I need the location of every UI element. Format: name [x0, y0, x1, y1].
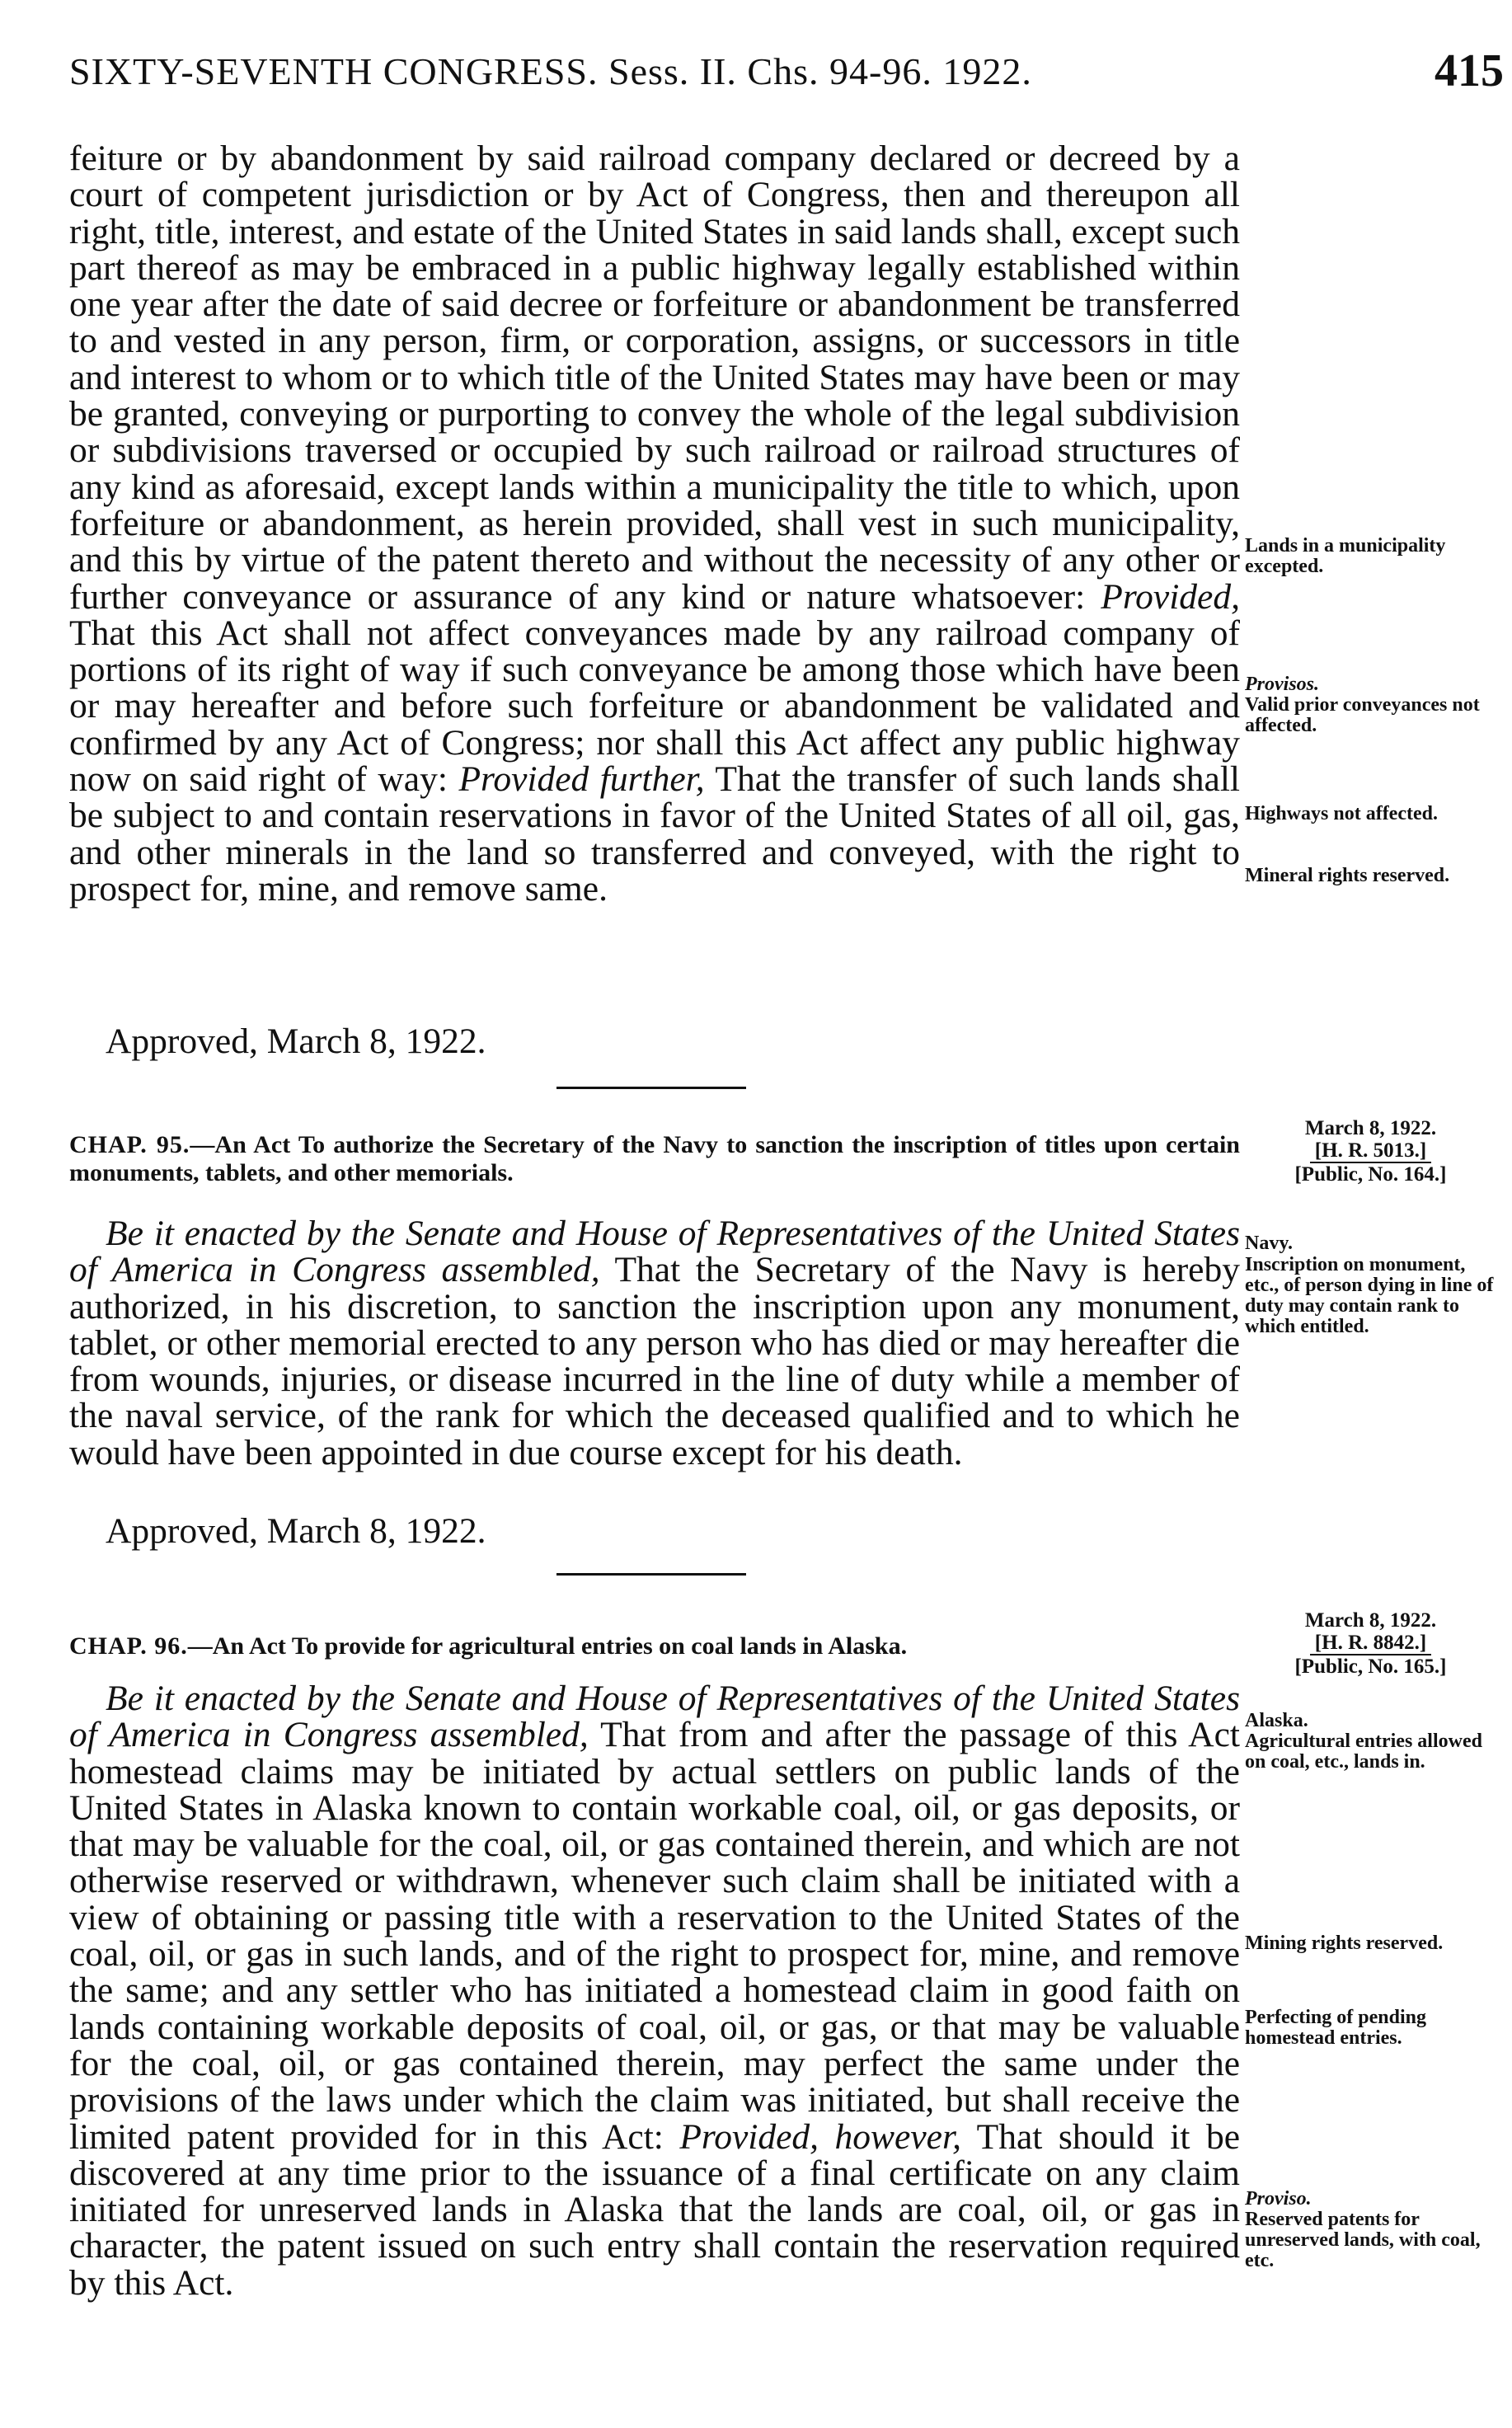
margin-note-conveyances: Valid prior conveyances not affected. [1245, 694, 1480, 736]
ch96-public: [Public, No. 165.] [1294, 1655, 1447, 1678]
ch95-body-text: That the Secretary of the Navy is hereby authorized, in his discretion, to sanction the inscription upon any monument, tablet, or other memorial erected to any person who has died or may hereafter die from wounds, injuries, or disease incurred in the line of duty while a member of the naval service, of the rank for which the deceased qualified and to which he would have been appointed in due course except for his death. [69, 1250, 1240, 1472]
ch94-text [69, 140, 1240, 907]
ch96-hr: [H. R. 8842.] [1310, 1632, 1431, 1655]
ch96-heading [69, 1632, 1240, 1660]
ch96-note-mining: Mining rights reserved. [1245, 1933, 1444, 1954]
ch96-date: March 8, 1922. [1304, 1609, 1437, 1632]
ch96-note-proviso-head [1245, 2189, 1500, 2210]
ch95-note-head: Navy. [1245, 1233, 1294, 1254]
ch96-enacting-clause: Be it enacted by the Senate and House of Representatives of the United States of America in Congress assembled, [69, 1679, 1240, 1755]
ch96-heading-text: —An Act To provide for agricultural entries on coal lands in Alaska. [187, 1632, 908, 1660]
margin-note-highways: Highways not affected. [1245, 803, 1438, 824]
ch94-text-part3: That the transfer of such lands shall be subject to and contain reservations in favor of the United States of all oil, gas, and other minerals in the land so transferred and conveyed, with the right to prospect for, mine, and remove same. [69, 759, 1241, 909]
margin-note-municipality: Lands in a municipality excepted. [1245, 535, 1446, 577]
ch95-approved: Approved, March 8, 1922. [106, 1511, 486, 1551]
ch96-chap-label: CHAP. 96. [69, 1632, 188, 1660]
ch96-note-perfecting: Perfecting of pending homestead entries. [1245, 2007, 1426, 2049]
ch95-public: [Public, No. 164.] [1294, 1163, 1447, 1186]
ch96-body-text-2: That should it be discovered at any time prior to the issuance of a final certificate on any claim initiated for unreserved lands in Alaska that the lands are coal, oil, or gas in character, the patent issued on such entry shall contain the reservation required by this Act. [69, 2116, 1240, 2303]
ch94-text-part2: That this Act shall not affect conveyances made by any railroad company of portions of its right of way if such conveyance be among those which have been or may hereafter and before such forfeiture or abandonment be validated and confirmed by any Act of Congress; nor shall this Act affect any public highway now on said right of way: [69, 613, 1240, 800]
ch95-text [69, 1215, 1240, 1471]
ch96-body-text: That from and after the passage of this Act homestead claims may be initiated by actual settlers on public lands of the United States in Alaska known to contain workable coal, oil, or gas deposits, or that may be valuable for the coal, oil, or gas contained therein, and which are not otherwise reserved or withdrawn, whenever such claim shall be initiated with a view of obtaining or passing title with a reservation to the United States of the coal, oil, or gas in such lands, and of the right to prospect for, mine, and remove the same; and any settler who has initiated a homestead claim in good faith on lands containing workable deposits of coal, oil, or gas, or that may be valuable for the coal, oil, or gas contained therein, may perfect the same under the provisions of the laws under which the claim was initiated, but shall receive the limited patent provided for in this Act: [69, 1715, 1240, 2157]
ch95-heading-text: —An Act To authorize the Secretary of the Navy to sanction the inscription of titles upon certain monuments, tablets, and other memorials. [69, 1131, 1240, 1186]
ch96-text [69, 1680, 1240, 2301]
margin-note-mineral: Mineral rights reserved. [1245, 865, 1450, 886]
running-header [69, 45, 1504, 107]
ch95-paragraph [69, 1215, 1240, 1471]
ch94-proviso2: Provided further, [458, 759, 705, 800]
ch95-heading [69, 1131, 1240, 1187]
ch96-proviso: Provided, however, [679, 2116, 961, 2157]
ch95-note: Inscription on monument, etc., of person dying in line of duty may contain rank to which entitled. [1245, 1254, 1494, 1337]
ch95-date: March 8, 1922. [1304, 1117, 1437, 1139]
ch95-enacting-clause: Be it enacted by the Senate and House of Representatives of the United States of America in Congress assembled, [69, 1214, 1240, 1290]
provisos-label: Provisos. [1245, 674, 1319, 695]
ch95-chap-label: CHAP. 95. [69, 1131, 190, 1158]
divider-rule [556, 1087, 746, 1089]
ch96-note-head: Alaska. [1245, 1710, 1308, 1731]
header-title: SIXTY-SEVENTH CONGRESS. Sess. II. Chs. 94-96. 1922. [69, 50, 1032, 92]
ch96-note-agricultural: Agricultural entries allowed on coal, etc., lands in. [1245, 1731, 1482, 1773]
ch94-approved: Approved, March 8, 1922. [106, 1021, 486, 1061]
ch96-paragraph [69, 1680, 1240, 2301]
ch96-margin-block [1241, 1609, 1500, 1678]
ch95-hr: [H. R. 5013.] [1310, 1139, 1431, 1163]
margin-note-provisos-head [1245, 674, 1500, 695]
ch94-paragraph [69, 140, 1240, 907]
ch95-margin-block [1241, 1117, 1500, 1186]
ch96-note-reserved: Reserved patents for unreserved lands, with coal, etc. [1245, 2209, 1481, 2271]
page-number: 415 [1435, 45, 1504, 96]
divider-rule-2 [556, 1573, 746, 1576]
ch94-proviso1: Provided, [1101, 576, 1240, 617]
proviso-label: Proviso. [1245, 2188, 1312, 2210]
ch94-text-part1: feiture or by abandonment by said railroad company declared or decreed by a court of competent jurisdiction or by Act of Congress, then and thereupon all right, title, interest, and estate of the United States in said lands shall, except such part thereof as may be embraced in a public highway legally established within one year after the date of said decree or forfeiture or abandonment be transferred to and vested in any person, firm, or corporation, assigns, or successors in title and interest to whom or to which title of the United States may have been or may be granted, conveying or purporting to convey the whole of the legal subdivision or subdivisions traversed or occupied by such railroad or railroad structures of any kind as aforesaid, except lands within a municipality the title to which, upon forfeiture or abandonment, as herein provided, shall vest in such municipality, and this by virtue of the patent thereto and without the necessity of any other or further conveyance or assurance of any kind or nature whatsoever: [69, 139, 1240, 617]
